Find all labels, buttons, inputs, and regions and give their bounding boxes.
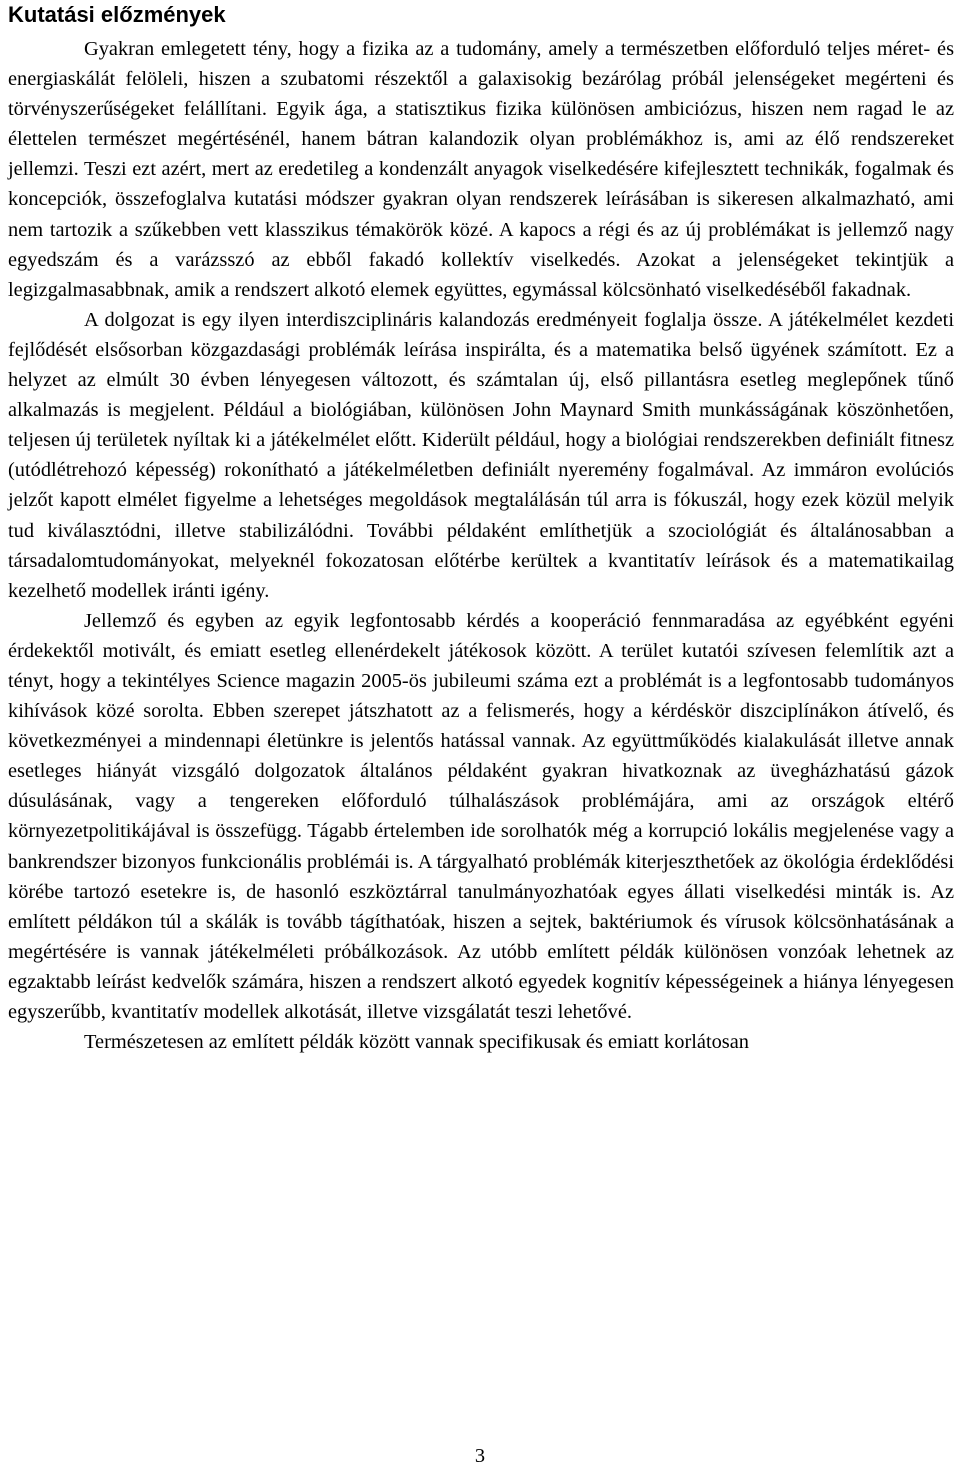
paragraph-3: Jellemző és egyben az egyik legfontosabb kérdés a kooperáció fennmaradása az egyébként egyéni érdekektől motivált, és emiatt esetleg ellenérdekelt játékosok között. A terület kutatói szívesen felemlítik azt a tényt, hogy a tekintélyes Science magazin 2005-ös jubileumi száma ezt a problémát is a legfontosabb tudományos kihívások közé sorolta. Ebben szerepet játszhatott az a felismerés, hogy a kérdéskör diszciplínákon átívelő, és következményei a mindennapi életünkre is jelentős hatással vannak. Az együttműködés kialakulását illetve annak esetleges hiányát vizsgáló dolgozatok általános példaként gyakran hivatkoznak az üvegházhatású gázok dúsulásának, vagy a tengereken előforduló túlhalászások problémájára, ami az országok eltérő környezetpolitikájával is összefügg. Tágabb értelemben ide sorolhatók még a korrupció lokális megjelenése vagy a bankrendszer bizonyos funkcionális problémái is. A tárgyalható problémák kiterjeszthetőek az ökológia érdeklődési körébe tartozó esetekre is, de hasonló eszköztárral tanulmányozhatóak egyes állati viselkedési minták is. Az említett példákon túl a skálák is tovább tágíthatóak, hiszen a sejtek, baktériumok és vírusok kölcsönhatásának a megértésére is vannak játékelméleti próbálkozások. Az utóbb említett példák különösen vonzóak lehetnek az egzaktabb leírást kedvelők számára, hiszen a rendszert alkotó egyedek kognitív képességeinek a hiánya lényegesen egyszerűbb, kvantitatív modellek alkotását, illetve vizsgálatát teszi lehetővé. xyxy=(8,609,954,1023)
paragraph-1: Gyakran emlegetett tény, hogy a fizika az a tudomány, amely a természetben előforduló teljes méret- és energiaskálát felöleli, hiszen a szubatomi részektől a galaxisokig bezárólag próbál jelenségeket megérteni és törvényszerűségeket felállítani. Egyik ága, a statisztikus fizika különösen ambiciózus, hiszen nem ragad le az élettelen természet megértésénél, hanem bátran kalandozik olyan problémákhoz is, ami az élő rendszereket jellemzi. Teszi ezt azért, mert az eredetileg a kondenzált anyagok viselkedésére kifejlesztett technikák, fogalmak és koncepciók, összefoglalva kutatási módszer gyakran olyan rendszerek leírásában is sikeresen alkalmazható, ami nem tartozik a szűkebben vett klasszikus témakörök közé. A kapocs a régi és az új problémákat is jellemző nagy egyedszám és a varázsszó az ebből fakadó kollektív viselkedés. Azokat a jelenségeket tekintjük a legizgalmasabbnak, amik a rendszert alkotó elemek együttes, egymással kölcsönható viselkedéséből fakadnak. xyxy=(8,38,954,301)
paragraph-4: Természetesen az említett példák között vannak specifikusak és emiatt korlátosan xyxy=(84,1031,749,1054)
document-body xyxy=(8,34,954,1057)
page-number: 3 xyxy=(474,1445,486,1467)
paragraph-2: A dolgozat is egy ilyen interdiszciplináris kalandozás eredményeit foglalja össze. A játékelmélet kezdeti fejlődését elsősorban közgazdasági problémák leírása inspirálta, és a matematika belső ügyének számított. Ez a helyzet az elmúlt 30 évben lényegesen változott, és számtalan új, első pillantásra esetleg meglepőnek tűnő alkalmazás is megjelent. Például a biológiában, különösen John Maynard Smith munkásságának köszönhetően, teljesen új területek nyíltak ki a játékelmélet előtt. Kiderült például, hogy a biológiai rendszerekben definiált fitnesz (utódlétrehozó képesség) rokonítható a játékelméletben definiált nyeremény fogalmával. Az immáron evolúciós jelzőt kapott elmélet figyelme a lehetséges megoldások megtalálásán túl arra is fókuszál, hogy ezek közül melyik tud kiválasztódni, illetve stabilizálódni. További példaként említhetjük a szociológiát és általánosabban a társadalomtudományokat, melyeknél fokozatosan előtérbe kerültek a kvantitatív leírások és a matematikailag kezelhető modellek iránti igény. xyxy=(8,308,954,602)
section-heading: Kutatási előzmények xyxy=(8,2,226,27)
